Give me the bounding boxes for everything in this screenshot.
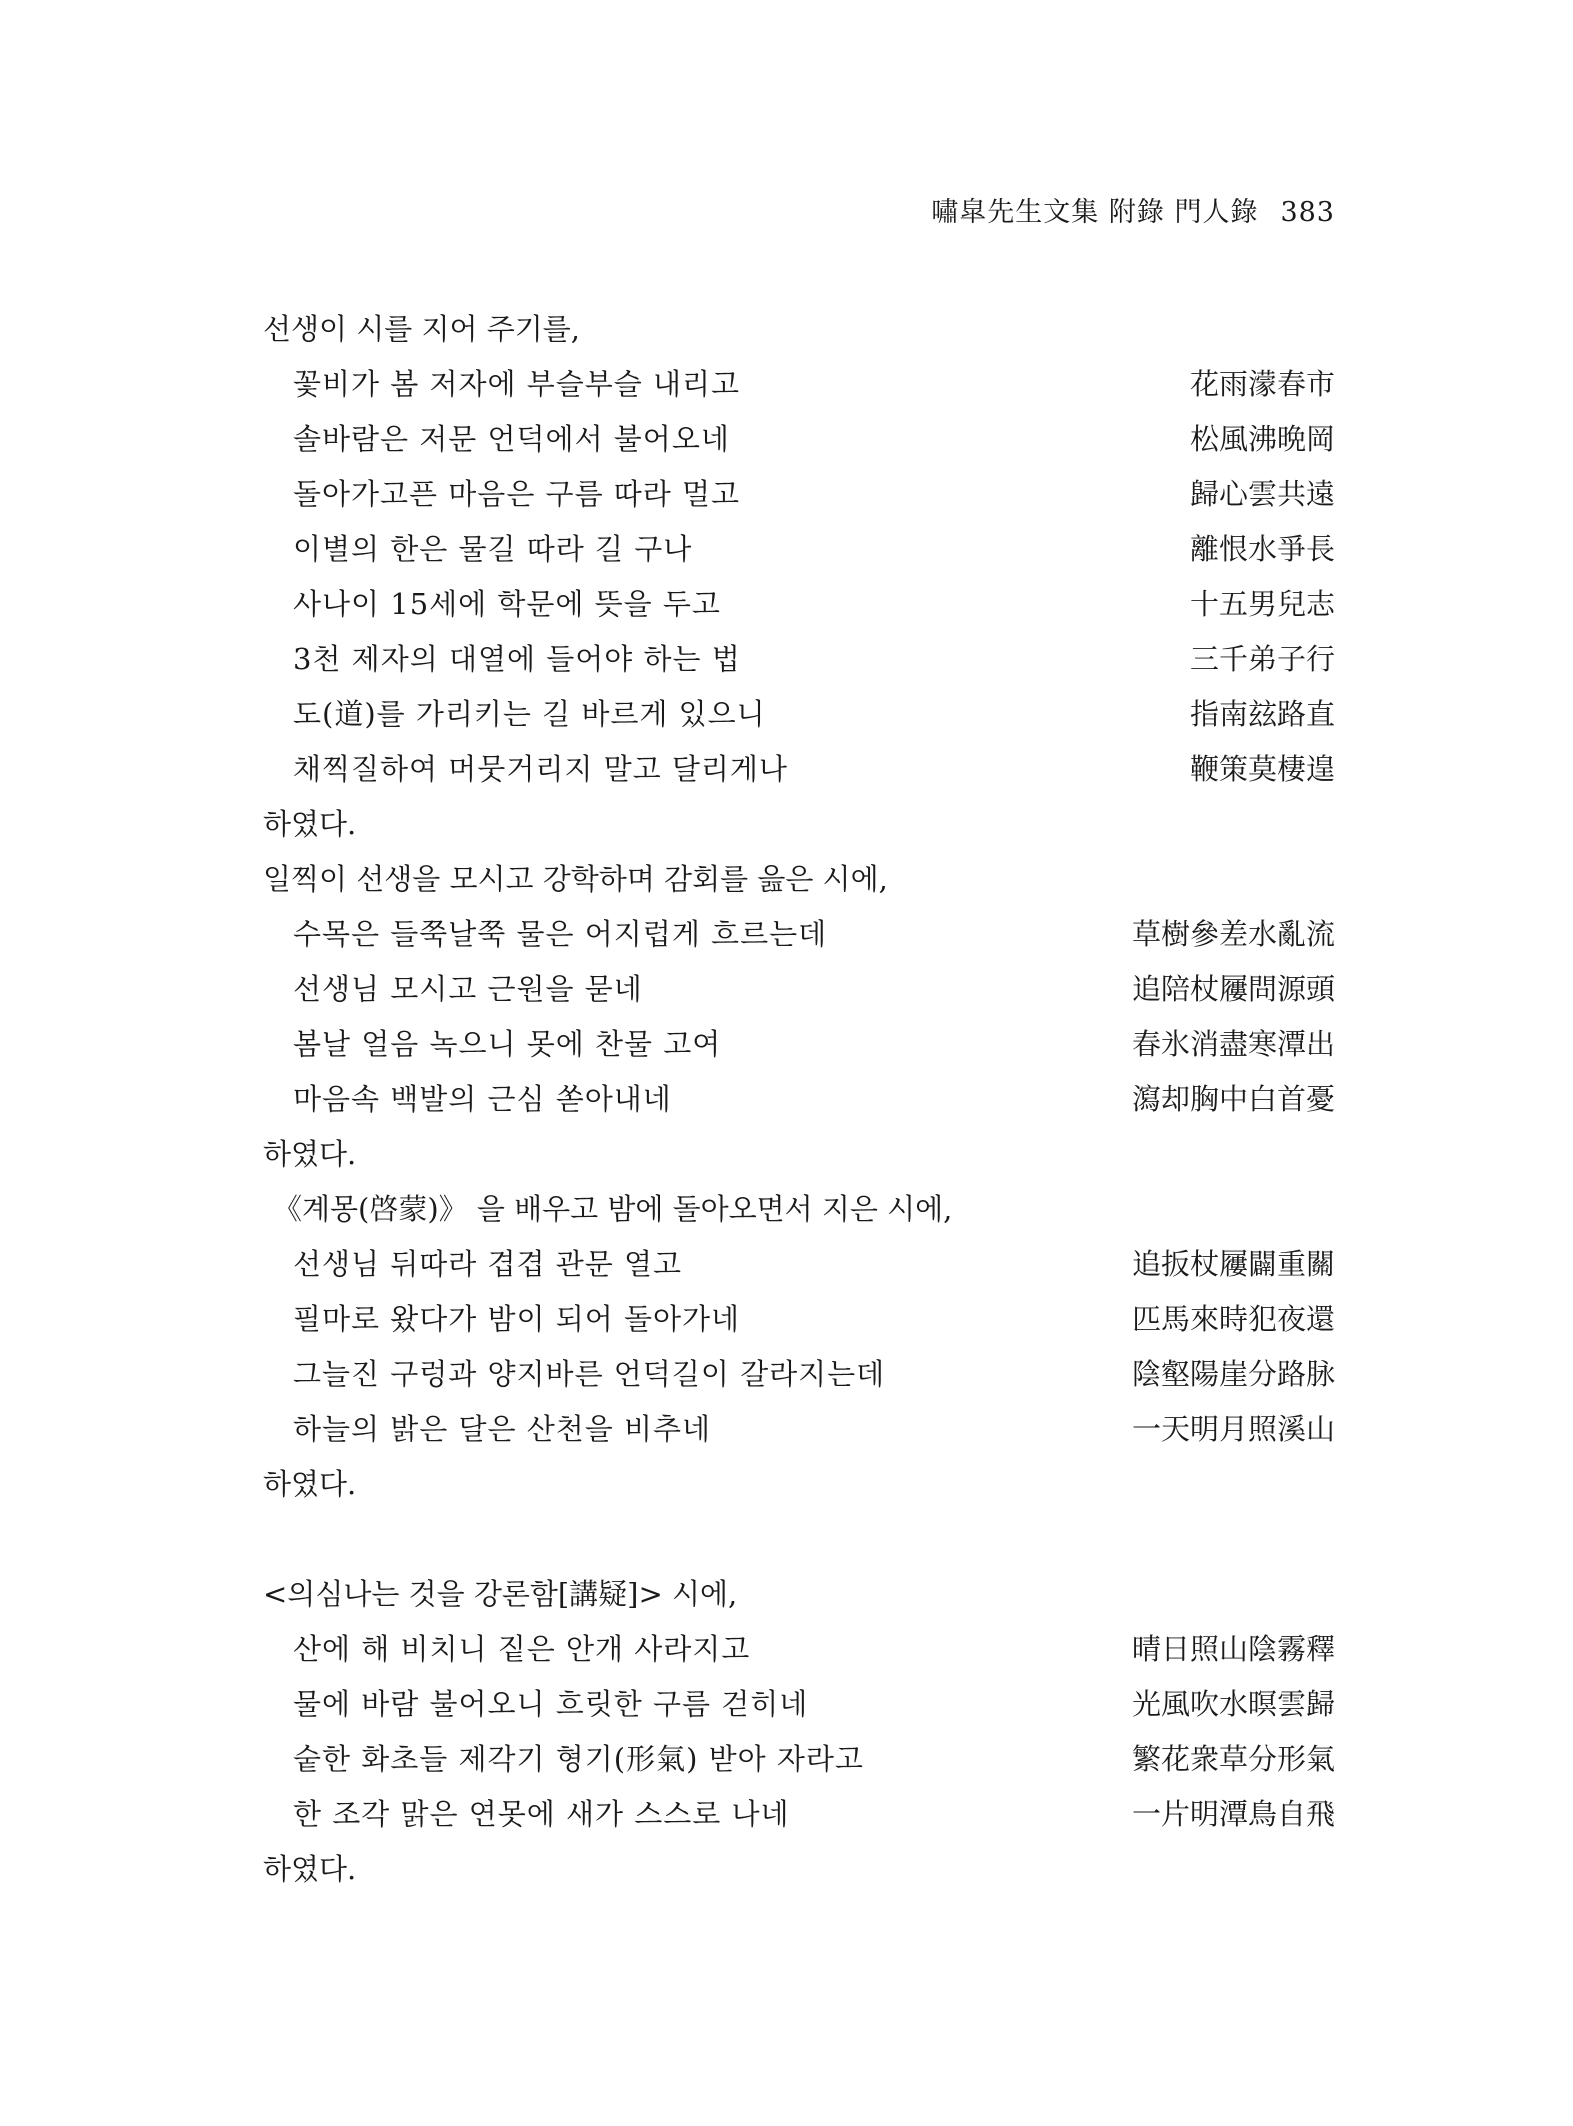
poem-line [263,1622,1335,1677]
poem-line [263,632,1335,687]
section-outro: 하였다. [263,1137,357,1171]
poem-line [263,962,1335,1017]
poem-korean: 숱한 화초들 제각기 형기(形氣) 받아 자라고 [293,1742,864,1776]
poem-line [263,1732,1335,1787]
poem-hanja: 松風沸晩岡 [1189,422,1335,456]
poem-korean: 채찍질하여 머뭇거리지 말고 달리게나 [293,752,788,786]
poem-hanja: 追扳杖屨闢重關 [1131,1247,1335,1281]
poem-line [263,1017,1335,1072]
poem-korean: 그늘진 구렁과 양지바른 언덕길이 갈라지는데 [293,1357,886,1391]
section-gap [263,1512,1335,1567]
poem-korean: 산에 해 비치니 짙은 안개 사라지고 [293,1632,751,1666]
poem-hanja: 瀉却胸中白首憂 [1131,1082,1335,1116]
poem-line [263,1237,1335,1292]
poem-korean: 도(道)를 가리키는 길 바르게 있으니 [293,697,766,731]
poem-hanja: 離恨水爭長 [1189,532,1335,566]
page-body [263,302,1335,1897]
poem-hanja: 一天明月照溪山 [1131,1412,1335,1446]
poem-korean: 물에 바람 불어오니 흐릿한 구름 걷히네 [293,1687,809,1721]
poem-line [263,1072,1335,1127]
poem-hanja: 陰壑陽崖分路脉 [1131,1357,1335,1391]
poem-line [263,1787,1335,1842]
poem-line [263,357,1335,412]
poem-korean: 하늘의 밝은 달은 산천을 비추네 [293,1412,712,1446]
poem-line [263,907,1335,962]
poem-hanja: 歸心雲共遠 [1189,477,1335,511]
poem-hanja: 指南玆路直 [1189,697,1335,731]
poem-line [263,1677,1335,1732]
poem-hanja: 花雨濛春市 [1189,367,1335,401]
poem-hanja: 追陪杖屨問源頭 [1131,972,1335,1006]
section-intro: 선생이 시를 지어 주기를, [263,312,581,346]
poem-hanja: 十五男兒志 [1189,587,1335,621]
poem-line [263,1347,1335,1402]
poem-korean: 꽃비가 봄 저자에 부슬부슬 내리고 [293,367,741,401]
poem-line [263,412,1335,467]
section-outro: 하였다. [263,1467,357,1501]
poem-korean: 사나이 15세에 학문에 뜻을 두고 [293,587,721,621]
poem-korean: 한 조각 맑은 연못에 새가 스스로 나네 [293,1797,790,1831]
poem-line [263,577,1335,632]
poem-korean: 선생님 뒤따라 겹겹 관문 열고 [293,1247,683,1281]
poem-hanja: 三千弟子行 [1189,642,1335,676]
section-outro: 하였다. [263,1852,357,1886]
page-number: 383 [1280,197,1335,228]
poem-hanja: 晴日照山陰霧釋 [1131,1632,1335,1666]
poem-hanja: 繁花衆草分形氣 [1131,1742,1335,1776]
poem-line [263,467,1335,522]
poem-hanja: 光風吹水暝雲歸 [1131,1687,1335,1721]
running-header [931,190,1335,229]
section-intro: <의심나는 것을 강론함[講疑]> 시에, [263,1577,738,1611]
poem-hanja: 草樹參差水亂流 [1131,917,1335,951]
poem-korean: 수목은 들쭉날쭉 물은 어지럽게 흐르는데 [293,917,828,951]
poem-line [263,687,1335,742]
poem-korean: 3천 제자의 대열에 들어야 하는 법 [293,642,741,676]
poem-korean: 돌아가고픈 마음은 구름 따라 멀고 [293,477,741,511]
poem-korean: 이별의 한은 물길 따라 길 구나 [293,532,693,566]
poem-hanja: 匹馬來時犯夜還 [1131,1302,1335,1336]
poem-hanja: 春氷消盡寒潭出 [1131,1027,1335,1061]
book-title: 嘯皐先生文集 附錄 門人錄 [931,197,1259,228]
poem-line [263,1402,1335,1457]
poem-korean: 마음속 백발의 근심 쏟아내네 [293,1082,672,1116]
section-outro: 하였다. [263,807,357,841]
poem-line [263,522,1335,577]
poem-line [263,742,1335,797]
poem-korean: 필마로 왔다가 밤이 되어 돌아가네 [293,1302,741,1336]
poem-hanja: 一片明潭鳥自飛 [1131,1797,1335,1831]
section-intro: 일찍이 선생을 모시고 강학하며 감회를 읊은 시에, [263,862,888,896]
poem-korean: 선생님 모시고 근원을 묻네 [293,972,643,1006]
poem-line [263,1292,1335,1347]
poem-hanja: 鞭策莫棲遑 [1189,752,1335,786]
poem-korean: 솔바람은 저문 언덕에서 불어오네 [293,422,730,456]
poem-korean: 봄날 얼음 녹으니 못에 찬물 고여 [293,1027,722,1061]
section-intro: 《계몽(啓蒙)》 을 배우고 밤에 돌아오면서 지은 시에, [273,1192,953,1226]
